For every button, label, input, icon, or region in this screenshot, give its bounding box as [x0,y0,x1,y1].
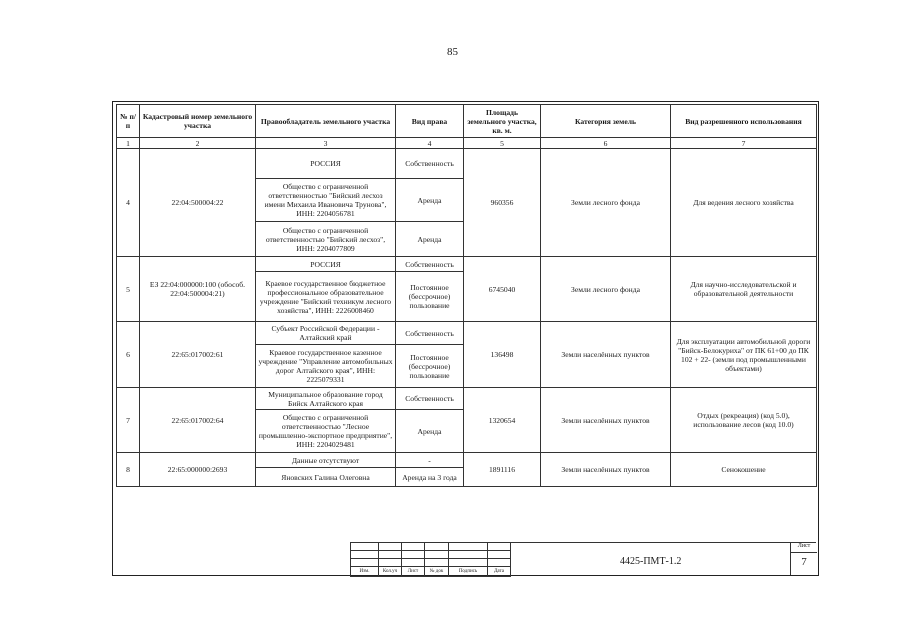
column-number-row [117,138,817,149]
column-number: 2 [140,138,256,149]
owner-name: Муниципальное образование город Бийск Алтайского края [256,388,396,410]
permitted-use: Для научно-исследовательской и образовательной деятельности [671,257,817,322]
owner-name: Краевое государственное бюджетное профессиональное образовательное учреждение "Бийский техникум лесного хозяйства", ИНН: 2226008460 [256,272,396,322]
table-row [117,453,817,468]
column-number: 7 [671,138,817,149]
cadastral-number: 22:65:017002:64 [140,388,256,453]
cadastral-number: 22:65:000000:2693 [140,453,256,487]
column-number: 1 [117,138,140,149]
area-value: 1320654 [464,388,541,453]
right-type: Аренда [396,410,464,453]
area-value: 6745040 [464,257,541,322]
page-number: 85 [447,46,458,58]
row-number: 6 [117,322,140,388]
area-value: 960356 [464,149,541,257]
owner-name: Общество с ограниченной ответственностью "Лесное промышленно-экспортное предприятие", ИНН: 2204029481 [256,410,396,453]
area-value: 136498 [464,322,541,388]
right-type: Аренда на 3 года [396,468,464,487]
row-number: 5 [117,257,140,322]
table-row [117,257,817,272]
permitted-use: Для эксплуатации автомобильной дороги "Бийск-Белокуриха" от ПК 61+00 до ПК 102 + 22- (земли под промышленными объектами) [671,322,817,388]
land-category: Земли населённых пунктов [541,388,671,453]
table-row [117,322,817,345]
header-area: Площадь земельного участка, кв. м. [464,105,541,138]
header-category: Категория земель [541,105,671,138]
column-number: 5 [464,138,541,149]
owner-name: Общество с ограниченной ответственностью "Бийский лесхоз имени Михаила Ивановича Трунова", ИНН: 2204056781 [256,179,396,222]
permitted-use: Сенокошение [671,453,817,487]
table-row [117,149,817,179]
right-type: Собственность [396,149,464,179]
land-category: Земли лесного фонда [541,257,671,322]
revision-label: Лист [402,567,425,577]
permitted-use: Отдых (рекреация) (код 5.0), использование лесов (код 10.0) [671,388,817,453]
permitted-use: Для ведения лесного хозяйства [671,149,817,257]
document-code: 4425-ПМТ-1.2 [620,556,682,567]
right-type: Собственность [396,257,464,272]
sheet-number: 7 [801,556,807,568]
column-number: 3 [256,138,396,149]
area-value: 1891116 [464,453,541,487]
right-type: Собственность [396,322,464,345]
revision-label: Кол.уч [379,567,402,577]
header-number: № п/п [117,105,140,138]
land-category: Земли лесного фонда [541,149,671,257]
right-type: Аренда [396,222,464,257]
land-category: Земли населённых пунктов [541,453,671,487]
cadastral-number: 22:04:500004:22 [140,149,256,257]
table-header-row [117,105,817,138]
owner-name: Данные отсутствуют [256,453,396,468]
revision-grid [350,542,511,577]
owner-name: РОССИЯ [256,257,396,272]
cadastral-number: 22:65:017002:61 [140,322,256,388]
revision-label: № док [425,567,449,577]
land-category: Земли населённых пунктов [541,322,671,388]
revision-labels-row [351,567,511,577]
row-number: 7 [117,388,140,453]
cadastral-number: ЕЗ 22:04:000000:100 (обособ. 22:04:500004:21) [140,257,256,322]
column-number: 4 [396,138,464,149]
right-type: Постоянное (бессрочное) пользование [396,345,464,388]
owner-name: Субъект Российской Федерации - Алтайский край [256,322,396,345]
owner-name: Общество с ограниченной ответственностью "Бийский лесхоз", ИНН: 2204077809 [256,222,396,257]
sheet-box [790,542,817,575]
row-number: 4 [117,149,140,257]
header-owner: Правообладатель земельного участка [256,105,396,138]
table-row [117,388,817,410]
revision-label: Изм. [351,567,379,577]
owner-name: Краевое государственное казенное учреждение "Управление автомобильных дорог Алтайского края", ИНН: 2225079331 [256,345,396,388]
right-type: Аренда [396,179,464,222]
revision-label: Дата [488,567,511,577]
header-use: Вид разрешенного использования [671,105,817,138]
sheet-label: Лист [791,543,817,553]
owner-name: Яновских Галина Олеговна [256,468,396,487]
header-cadastral: Кадастровый номер земельного участка [140,105,256,138]
owner-name: РОССИЯ [256,149,396,179]
column-number: 6 [541,138,671,149]
header-right: Вид права [396,105,464,138]
right-type: Собственность [396,388,464,410]
right-type: Постоянное (бессрочное) пользование [396,272,464,322]
row-number: 8 [117,453,140,487]
revision-label: Подпись [449,567,488,577]
land-plots-table [116,104,817,487]
right-type: - [396,453,464,468]
title-block [350,542,816,575]
